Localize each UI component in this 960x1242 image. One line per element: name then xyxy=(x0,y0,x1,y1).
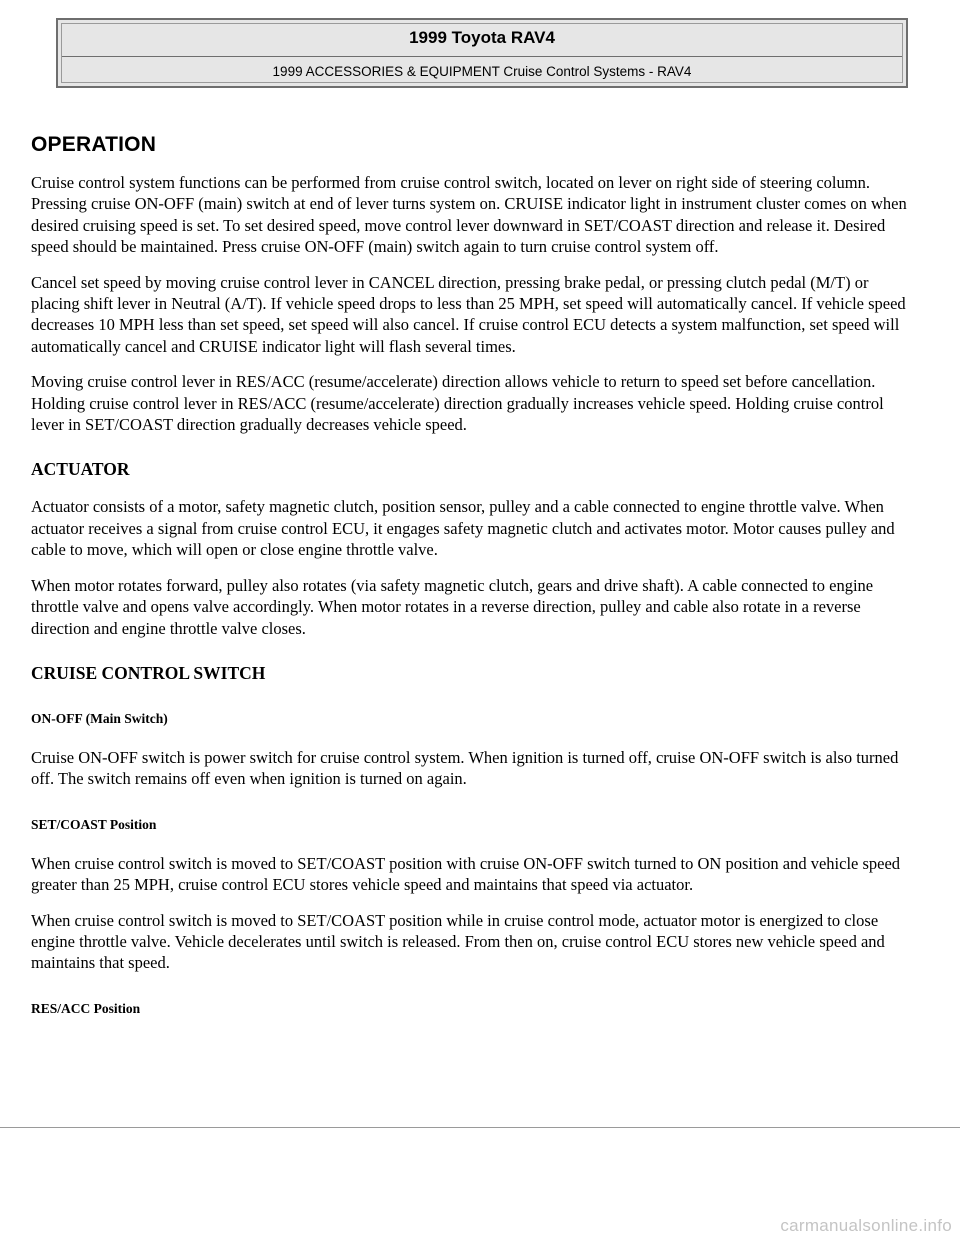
setcoast-subheading: SET/COAST Position xyxy=(31,816,157,832)
document-subtitle: 1999 ACCESSORIES & EQUIPMENT Cruise Control Systems - RAV4 xyxy=(272,64,692,79)
document-body xyxy=(31,128,911,1037)
onoff-paragraph-1: Cruise ON-OFF switch is power switch for cruise control system. When ignition is turned off, cruise ON-OFF switch is also turned off. The switch remains off even when ignition is turned on again. xyxy=(31,747,899,789)
onoff-subheading: ON-OFF (Main Switch) xyxy=(31,710,168,726)
document-header xyxy=(56,18,908,88)
setcoast-paragraph-2: When cruise control switch is moved to SET/COAST position while in cruise control mode, actuator motor is energized to close engine throttle valve. Vehicle decelerates until switch is released. From then on, cruise control ECU stores new vehicle speed and maintains that speed. xyxy=(31,910,885,973)
cruise-switch-heading: CRUISE CONTROL SWITCH xyxy=(31,662,266,683)
actuator-heading: ACTUATOR xyxy=(31,459,130,480)
setcoast-paragraph-1: When cruise control switch is moved to SET/COAST position with cruise ON-OFF switch turned to ON position and vehicle speed greater than 25 MPH, cruise control ECU stores vehicle speed and maintains that speed via actuator. xyxy=(31,853,901,895)
watermark: carmanualsonline.info xyxy=(780,1216,952,1235)
document-title: 1999 Toyota RAV4 xyxy=(409,28,555,47)
operation-paragraph-1: Cruise control system functions can be performed from cruise control switch, located on lever on right side of steering column. Pressing cruise ON-OFF (main) switch at end of lever turns system on. CRUISE indicator light in instrument cluster comes on when desired cruising speed is set. To set desired speed, move control lever downward in SET/COAST direction and release it. Desired speed should be maintained. Press cruise ON-OFF (main) switch again to turn cruise control system off. xyxy=(31,173,907,257)
actuator-paragraph-1: Actuator consists of a motor, safety magnetic clutch, position sensor, pulley and a cable connected to engine throttle valve. When actuator receives a signal from cruise control ECU, it engages safety magnetic clutch and activates motor. Motor causes pulley and cable to move, which will open or close engine throttle valve. xyxy=(31,497,895,560)
header-divider xyxy=(62,56,902,57)
operation-paragraph-3: Moving cruise control lever in RES/ACC (resume/accelerate) direction allows vehicle to return to speed set before cancellation. Holding cruise control lever in RES/ACC (resume/accelerate) direction gradually increases vehicle speed. Holding cruise control lever in SET/COAST direction gradually decreases vehicle speed. xyxy=(31,372,884,435)
resacc-subheading: RES/ACC Position xyxy=(31,1000,141,1016)
operation-paragraph-2: Cancel set speed by moving cruise control lever in CANCEL direction, pressing brake pedal, or pressing clutch pedal (M/T) or placing shift lever in Neutral (A/T). If vehicle speed drops to less than 25 MPH, set speed will automatically cancel. If vehicle speed decreases 10 MPH less than set speed, set speed will also cancel. If cruise control ECU detects a system malfunction, set speed will automatically cancel and CRUISE indicator light will flash several times. xyxy=(31,272,906,356)
operation-heading: OPERATION xyxy=(31,133,157,156)
page-bottom-rule xyxy=(0,1127,960,1128)
actuator-paragraph-2: When motor rotates forward, pulley also rotates (via safety magnetic clutch, gears and drive shaft). A cable connected to engine throttle valve and opens valve accordingly. When motor rotates in a reverse direction, pulley and cable also rotate in a reverse direction and engine throttle valve closes. xyxy=(31,575,874,638)
